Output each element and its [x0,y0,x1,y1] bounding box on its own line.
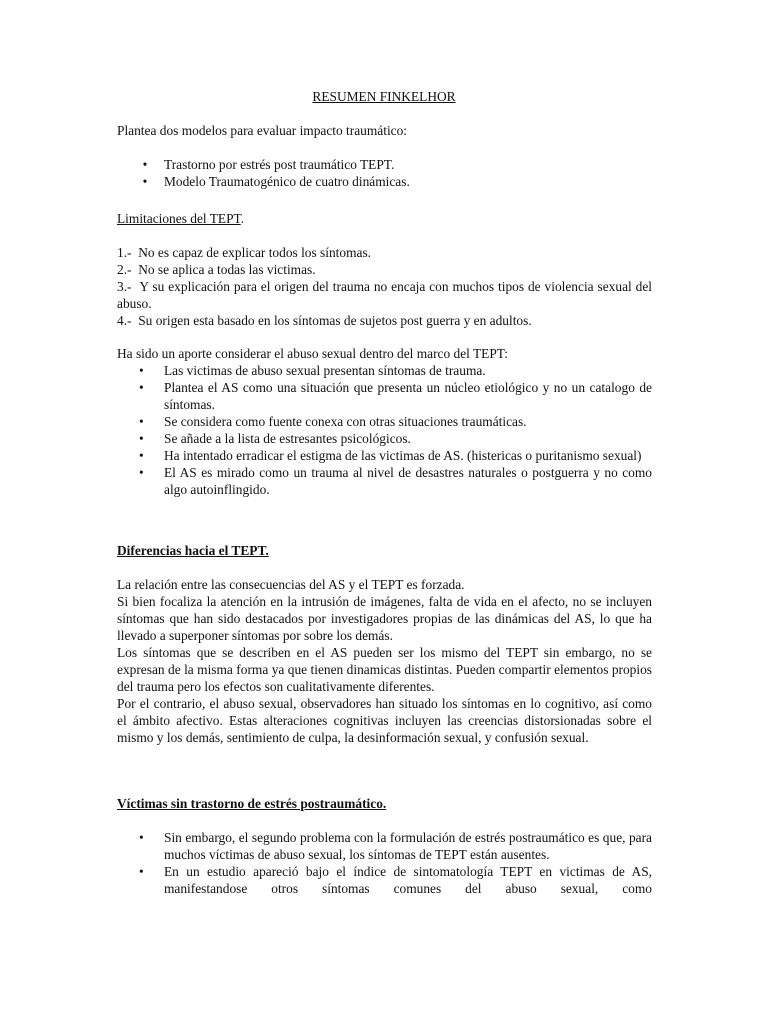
bullet-icon: • [139,363,144,378]
list-item: • El AS es mirado como un trauma al nivel de desastres naturales o postguerra y no como algo autoinflingido. [139,465,652,497]
differences-body [117,576,652,746]
list-item: • Modelo Traumatogénico de cuatro dinámicas. [117,173,652,190]
list-item: 1.- No es capaz de explicar todos los síntomas. [117,245,372,260]
bullet-icon: • [139,830,144,845]
document-title: RESUMEN FINKELHOR [312,89,456,104]
list-item: 4.- Su origen esta basado en los síntomas de sujetos post guerra y en adultos. [117,313,532,328]
limitations-list [117,244,652,329]
list-item: • Trastorno por estrés post traumático TEPT. [117,156,652,173]
list-item: • Sin embargo, el segundo problema con la formulación de estrés postraumático es que, para muchos víctimas de abuso sexual, los síntomas de TEPT están ausentes. [139,830,652,862]
bullet-icon: • [139,431,144,446]
paragraph: Por el contrario, el abuso sexual, observadores han situado los síntomas en lo cognitivo, así como el ámbito afectivo. Estas alteraciones cognitivas incluyen las creencias distorsionadas sobre el mismo y los demás, sentimiento de culpa, la desinformación sexual, y confusión sexual. [117,696,652,745]
contribution-lead: Ha sido un aporte considerar el abuso sexual dentro del marco del TEPT: [117,346,509,361]
bullet-icon: • [139,414,144,429]
list-item: • Ha intentado erradicar el estigma de las victimas de AS. (histericas o puritanismo sexual) [139,448,642,463]
models-list [117,156,652,190]
paragraph: Los síntomas que se describen en el AS pueden ser los mismo del TEPT sin embargo, no se expresan de la misma forma ya que tienen dinamicas distintas. Pueden compartir elementos propios del trauma pero los efectos son cualitativamente diferentes. [117,645,652,694]
list-item: 3.- Y su explicación para el origen del trauma no encaja con muchos tipos de violencia sexual del abuso. [117,279,652,311]
bullet-icon: • [142,157,148,172]
list-item: • En un estudio apareció bajo el índice de sintomatología TEPT en victimas de AS, manifestandose otros síntomas comunes del abuso sexual, como [139,864,652,896]
contribution-list [117,362,652,498]
paragraph: La relación entre las consecuencias del AS y el TEPT es forzada. [117,577,465,592]
list-item: • Se considera como fuente conexa con otras situaciones traumáticas. [139,414,527,429]
list-item: • Plantea el AS como una situación que presenta un núcleo etiológico y no un catalogo de síntomas. [139,380,652,412]
bullet-icon: • [142,174,148,189]
list-item: • Se añade a la lista de estresantes psicológicos. [139,431,411,446]
differences-heading: Diferencias hacia el TEPT. [117,543,269,558]
bullet-icon: • [139,864,144,879]
intro-text: Plantea dos modelos para evaluar impacto traumático: [117,123,408,138]
paragraph: Si bien focaliza la atención en la intrusión de imágenes, falta de vida en el afecto, no se incluyen síntomas que han sido destacados por investigadores propias de las dinámicas del AS, lo que ha llevado a superponer síntomas por sobre los demás. [117,594,652,643]
victims-list [117,829,652,897]
bullet-icon: • [139,380,144,395]
list-item: • Las victimas de abuso sexual presentan síntomas de trauma. [139,363,486,378]
limitations-heading: Limitaciones del TEPT. [117,211,245,226]
bullet-icon: • [139,465,144,480]
bullet-icon: • [139,448,144,463]
list-item: 2.- No se aplica a todas las victimas. [117,262,316,277]
victims-heading: Víctimas sin trastorno de estrés postraumático. [117,796,387,811]
